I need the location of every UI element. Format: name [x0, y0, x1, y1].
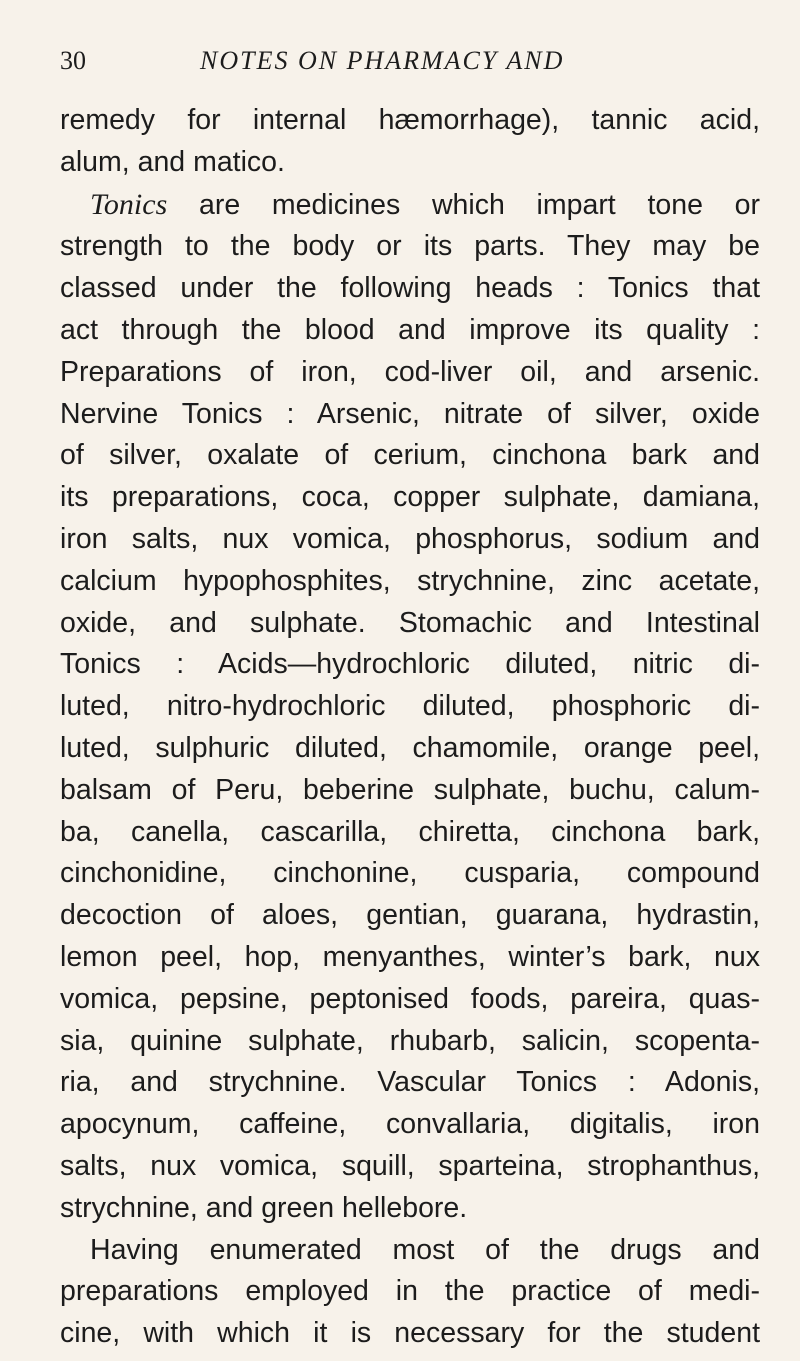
text-line: alum, and matico.: [60, 145, 285, 178]
text-line: luted, sulphuric diluted, chamomile, orange peel,: [60, 731, 760, 764]
text-line: luted, nitro-hydrochloric diluted, phosphoric di-: [60, 690, 760, 723]
text-line: its preparations, coca, copper sulphate, damiana,: [60, 481, 760, 514]
page-header: [60, 44, 760, 84]
text-line-rest: are medicines which impart tone or: [199, 188, 760, 221]
text-line: remedy for internal hæmorrhage), tannic acid,: [60, 104, 760, 136]
text-line: cinchonidine, cinchonine, cusparia, compound: [60, 857, 760, 890]
text-line: preparations employed in the practice of medi-: [60, 1275, 760, 1308]
text-line: strychnine, and green hellebore.: [60, 1191, 468, 1224]
text-line: Nervine Tonics : Arsenic, nitrate of silver, oxide: [60, 397, 760, 430]
text-line: Preparations of iron, cod-liver oil, and arsenic.: [60, 355, 760, 388]
text-line: Tonics : Acids—hydrochloric diluted, nitric di-: [60, 648, 760, 681]
text-line: act through the blood and improve its quality :: [60, 313, 760, 346]
text-line: calcium hypophosphites, strychnine, zinc acetate,: [60, 564, 760, 597]
text-line: cine, with which it is necessary for the student: [60, 1317, 760, 1350]
text-line: balsam of Peru, beberine sulphate, buchu, calum-: [60, 773, 760, 806]
text-line: oxide, and sulphate. Stomachic and Intestinal: [60, 606, 760, 639]
text-line: lemon peel, hop, menyanthes, winter’s bark, nux: [60, 940, 760, 973]
italic-term: Tonics: [90, 187, 168, 221]
text-line: salts, nux vomica, squill, sparteina, strophanthus,: [60, 1149, 760, 1182]
text-line: vomica, pepsine, peptonised foods, pareira, quas-: [60, 982, 760, 1015]
text-line: of silver, oxalate of cerium, cinchona bark and: [60, 439, 760, 472]
text-line: decoction of aloes, gentian, guarana, hydrastin,: [60, 899, 760, 932]
page-number: 30: [60, 46, 86, 75]
body-text: [60, 100, 760, 1355]
text-line: [60, 184, 760, 227]
running-head: NOTES ON PHARMACY AND: [200, 46, 565, 75]
text-line: classed under the following heads : Tonics that: [60, 272, 760, 305]
text-line: ria, and strychnine. Vascular Tonics : Adonis,: [60, 1066, 760, 1099]
text-line: iron salts, nux vomica, phosphorus, sodium and: [60, 522, 760, 555]
text-line: sia, quinine sulphate, rhubarb, salicin, scopenta-: [60, 1024, 760, 1057]
text-line: apocynum, caffeine, convallaria, digitalis, iron: [60, 1108, 760, 1141]
text-line: strength to the body or its parts. They may be: [60, 230, 760, 263]
text-line: Having enumerated most of the drugs and: [90, 1233, 760, 1266]
text-line: ba, canella, cascarilla, chiretta, cinchona bark,: [60, 815, 760, 848]
